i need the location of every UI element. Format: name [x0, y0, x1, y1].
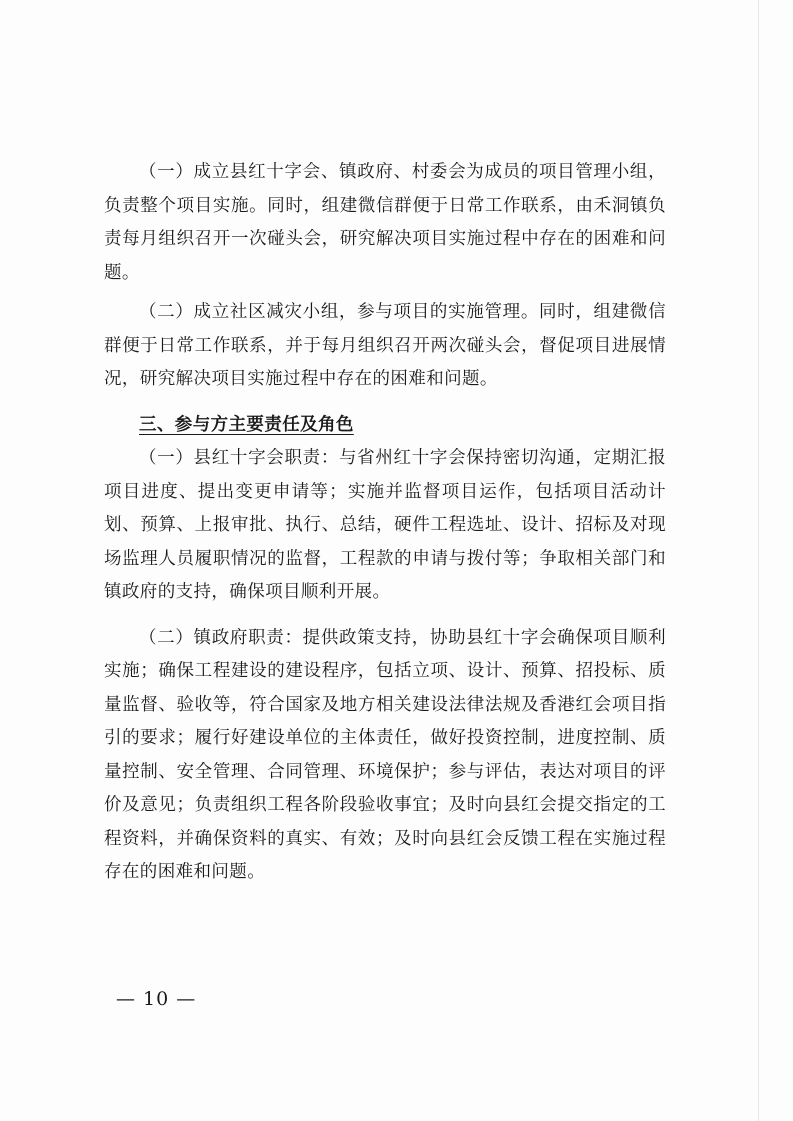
paragraph-county-red-cross-duties: （一）县红十字会职责：与省州红十字会保持密切沟通，定期汇报项目进度、提出变更申请等；实施并监督项目运作，包括项目活动计划、预算、上报审批、执行、总结，硬件工程选址、设计、招标及对现场监理人员履职情况的监督，工程款的申请与拨付等；争取相关部门和镇政府的支持，确保项目顺利开展。: [104, 448, 666, 602]
section-heading: [104, 409, 666, 443]
page-edge-line: [758, 0, 759, 1121]
section-heading-text: 三、参与方主要责任及角色: [139, 414, 354, 435]
paragraph-town-government-duties: （二）镇政府职责：提供政策支持，协助县红十字会确保项目顺利实施；确保工程建设的建设程序，包括立项、设计、预算、招投标、质量监督、验收等，符合国家及地方相关建设法律法规及香港红会项目指引的要求；履行好建设单位的主体责任，做好投资控制，进度控制、质量控制、安全管理、合同管理、环境保护；参与评估，表达对项目的评价及意见；负责组织工程各阶段验收事宜；及时向县红会提交指定的工程资料，并确保资料的真实、有效；及时向县红会反馈工程在实施过程存在的困难和问题。: [104, 627, 666, 882]
page-number: — 10 —: [116, 988, 197, 1010]
document-body: [104, 156, 666, 890]
paragraph-community-disaster-group: （二）成立社区减灾小组，参与项目的实施管理。同时，组建微信群便于日常工作联系，并于每月组织召开两次碰头会，督促项目进展情况，研究解决项目实施过程中存在的困难和问题。: [104, 302, 666, 389]
paragraph-project-management-group: （一）成立县红十字会、镇政府、村委会为成员的项目管理小组，负责整个项目实施。同时，组建微信群便于日常工作联系，由禾洞镇负责每月组织召开一次碰头会，研究解决项目实施过程中存在的困难和问题。: [104, 162, 666, 283]
